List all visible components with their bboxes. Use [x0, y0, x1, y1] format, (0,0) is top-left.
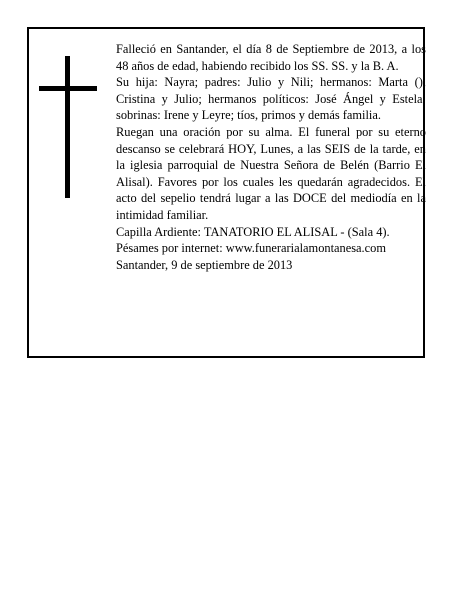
- notice-paragraph-place-date: Santander, 9 de septiembre de 2013: [116, 257, 293, 272]
- notice-paragraph-condolences: Pésames por internet: www.funerarialamontanesa.com: [116, 241, 386, 256]
- notice-paragraph-death: Falleció en Santander, el día 8 de Septiembre de 2013, a los 48 años de edad, habiendo recibido los SS. SS. y la B. A.: [116, 42, 426, 73]
- cross-vertical-bar: [65, 56, 70, 198]
- notice-text: [116, 41, 426, 273]
- notice-paragraph-chapel: Capilla Ardiente: TANATORIO EL ALISAL - (Sala 4).: [116, 224, 390, 239]
- cross-icon: [39, 56, 97, 198]
- cross-horizontal-bar: [39, 86, 97, 91]
- obituary-notice: [27, 27, 425, 358]
- notice-paragraph-funeral: Ruegan una oración por su alma. El funeral por su eterno descanso se celebrará HOY, Lunes, a las SEIS de la tarde, en la iglesia parroquial de Nuestra Señora de Belén (Barrio El Alisal). Favores por los cuales les quedarán agradecidos. El acto del sepelio tendrá lugar a las DOCE del mediodía en la intimidad familiar.: [116, 124, 426, 222]
- notice-paragraph-family: Su hija: Nayra; padres: Julio y Nili; hermanos: Marta (), Cristina y Julio; hermanos políticos: José Ángel y Estela; sobrinas: Irene y Leyre; tíos, primos y demás familia.: [116, 75, 426, 123]
